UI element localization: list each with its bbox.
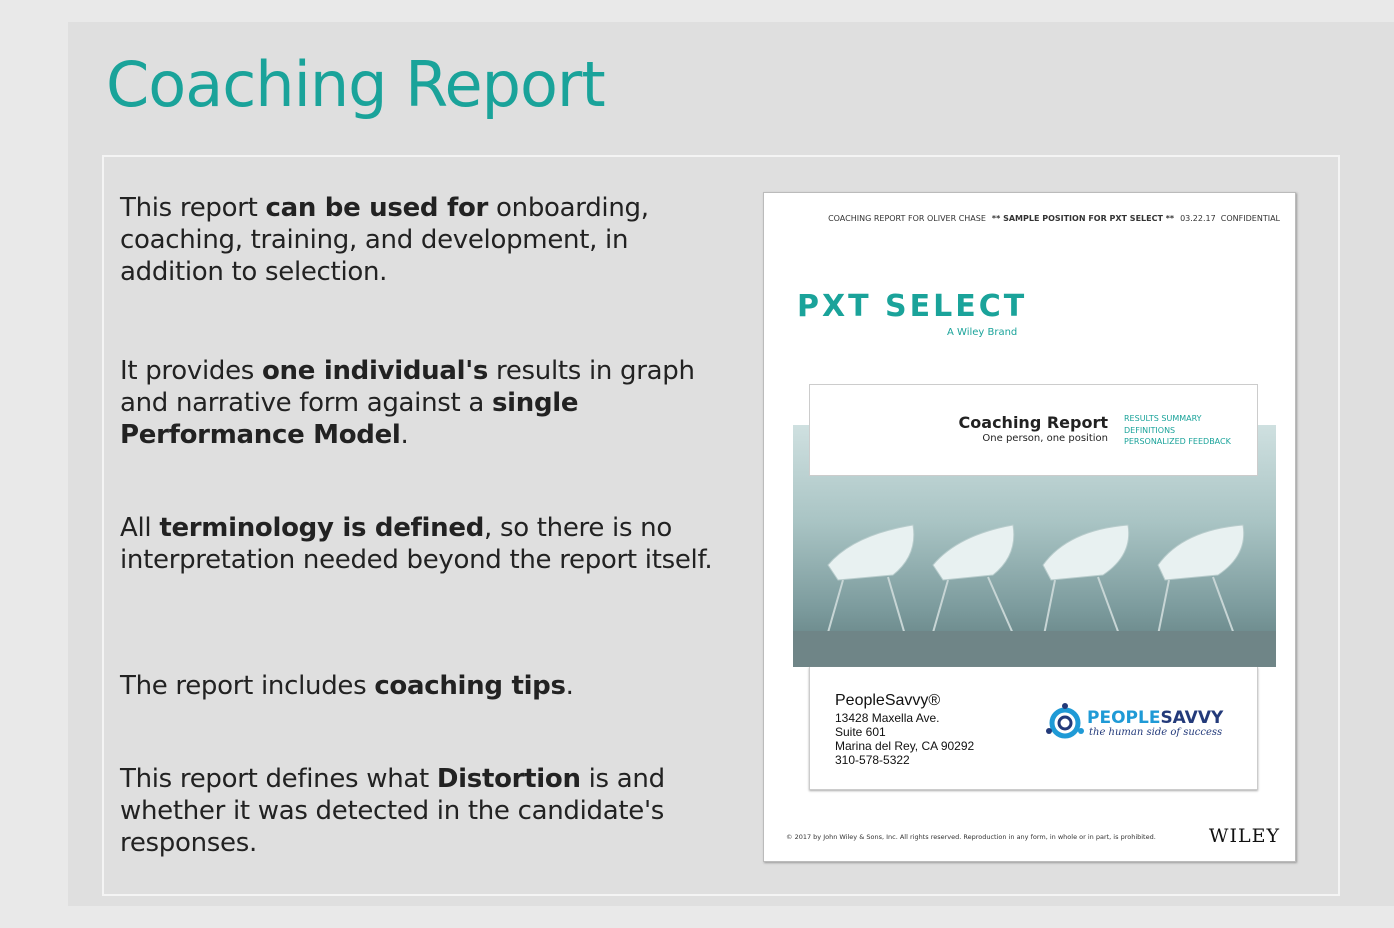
bullet-4: The report includes coaching tips. xyxy=(120,671,574,701)
logo-word-people: PEOPLE xyxy=(1087,708,1161,728)
logo-tagline: the human side of success xyxy=(1089,727,1223,738)
phone-number: 310-578-5322 xyxy=(835,753,910,767)
report-header: COACHING REPORT FOR OLIVER CHASE ** SAMPLE POSITION FOR PXT SELECT ** 03.22.17 CONFIDENTIAL xyxy=(828,214,1280,223)
address-line: 13428 Maxella Ave. xyxy=(835,711,940,725)
contents-item: PERSONALIZED FEEDBACK xyxy=(1124,437,1231,446)
peoplesavvy-logo xyxy=(1045,703,1224,747)
bullet-1: This report can be used for onboarding, coaching, training, and development, in addition to selection. xyxy=(120,193,649,287)
wiley-logo: WILEY xyxy=(1208,825,1280,847)
contents-list xyxy=(1124,413,1231,448)
pxt-select-logo: PXT SELECT xyxy=(797,289,1028,324)
card-title: Coaching Report xyxy=(958,413,1108,432)
wiley-brand-label: A Wiley Brand xyxy=(947,327,1018,338)
card-subtitle: One person, one position xyxy=(982,433,1108,444)
bullet-2: It provides one individual's results in graph and narrative form against a single Performance Model. xyxy=(120,356,695,450)
slide-title: Coaching Report xyxy=(106,48,605,121)
address-card xyxy=(809,667,1258,790)
floor xyxy=(793,631,1276,667)
logo-word-savvy: SAVVY xyxy=(1160,708,1224,728)
company-name: PeopleSavvy® xyxy=(835,692,941,709)
contents-item: RESULTS SUMMARY xyxy=(1124,414,1202,423)
copyright-notice: © 2017 by John Wiley & Sons, Inc. All rights reserved. Reproduction in any form, in whole or in part, is prohibited. xyxy=(786,833,1156,841)
contents-item: DEFINITIONS xyxy=(1124,425,1176,435)
bullet-3: All terminology is defined, so there is no interpretation needed beyond the report itself. xyxy=(120,513,713,575)
report-title-card xyxy=(809,384,1258,476)
address-line: Suite 601 xyxy=(835,725,886,739)
peoplesavvy-emblem-icon xyxy=(1045,703,1085,743)
report-cover-image xyxy=(763,192,1296,862)
address-line: Marina del Rey, CA 90292 xyxy=(835,739,975,753)
bullet-5: This report defines what Distortion is and whether it was detected in the candidate's responses. xyxy=(120,764,665,858)
